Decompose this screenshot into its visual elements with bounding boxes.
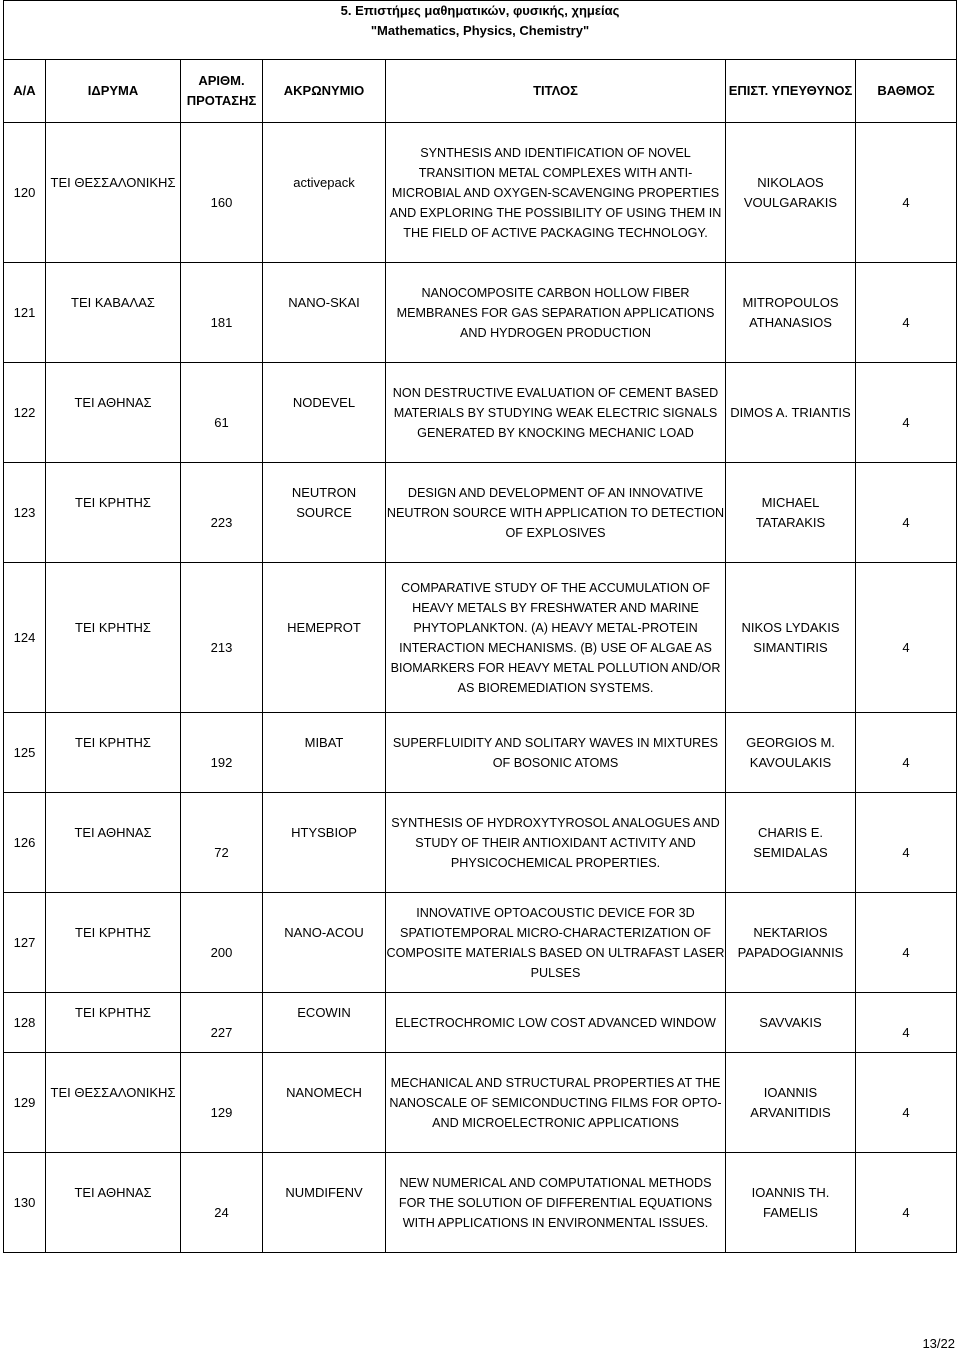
row-lead-cell [726, 993, 856, 1053]
header-acronym: ΑΚΡΩΝΥΜΙΟ [263, 60, 386, 123]
row-acronym: NODEVEL [292, 394, 356, 410]
row-institution: ΤΕΙ ΚΡΗΤΗΣ [75, 734, 151, 750]
row-aa: 127 [13, 934, 36, 950]
row-institution: ΤΕΙ ΑΘΗΝΑΣ [74, 1184, 152, 1200]
row-title-cell [386, 1153, 726, 1253]
row-acronym-cell [263, 463, 386, 563]
row-acronym: NANO-SKAI [288, 294, 360, 310]
row-proposal-no: 160 [210, 194, 233, 210]
row-grade-cell [856, 563, 957, 713]
row-aa: 129 [13, 1094, 36, 1110]
row-lead-cell [726, 563, 856, 713]
row-proposal-no-cell [181, 1053, 263, 1153]
row-proposal-no-cell [181, 563, 263, 713]
row-institution-cell [46, 713, 181, 793]
row-acronym: ECOWIN [297, 1004, 351, 1020]
row-acronym: NEUTRON SOURCE [291, 484, 357, 520]
row-aa-cell [4, 1153, 46, 1253]
table-row [4, 123, 957, 263]
table-row [4, 993, 957, 1053]
row-aa-cell [4, 993, 46, 1053]
row-institution: ΤΕΙ ΚΡΗΤΗΣ [75, 494, 151, 510]
row-grade: 4 [902, 314, 910, 330]
row-lead: GEORGIOS M. KAVOULAKIS [746, 734, 835, 770]
row-institution: ΤΕΙ ΑΘΗΝΑΣ [74, 394, 152, 410]
row-proposal-no-cell [181, 793, 263, 893]
row-grade: 4 [902, 1204, 910, 1220]
section-title-line1: 5. Επιστήμες μαθηματικών, φυσικής, χημείας [340, 3, 620, 18]
row-acronym-cell [263, 263, 386, 363]
header-lead: ΕΠΙΣΤ. ΥΠΕΥΘΥΝΟΣ [726, 60, 856, 123]
section-title-row [4, 1, 957, 60]
row-proposal-no-cell [181, 993, 263, 1053]
row-institution-cell [46, 793, 181, 893]
row-proposal-no-cell [181, 713, 263, 793]
row-proposal-no: 181 [210, 314, 233, 330]
row-aa: 122 [13, 404, 36, 420]
row-acronym-cell [263, 363, 386, 463]
row-title: MECHANICAL AND STRUCTURAL PROPERTIES AT THE NANOSCALE OF SEMICONDUCTING FILMS FOR OPTO-AND MICROELECTRONIC APPLICATIONS [389, 1075, 722, 1130]
row-grade: 4 [902, 194, 910, 210]
table-row [4, 1153, 957, 1253]
row-acronym-cell [263, 713, 386, 793]
row-title: SUPERFLUIDITY AND SOLITARY WAVES IN MIXTURES OF BOSONIC ATOMS [392, 735, 719, 770]
row-aa-cell [4, 1053, 46, 1153]
header-proposal-no-line2: ΠΡΟΤΑΣΗΣ [186, 93, 257, 108]
row-institution-cell [46, 1153, 181, 1253]
row-grade: 4 [902, 414, 910, 430]
row-aa-cell [4, 563, 46, 713]
row-proposal-no: 61 [214, 414, 229, 430]
row-title-cell [386, 793, 726, 893]
page-number: 13/22 [922, 1336, 955, 1351]
header-institution: ΙΔΡΥΜΑ [46, 60, 181, 123]
row-acronym: activepack [293, 174, 355, 190]
row-title: NON DESTRUCTIVE EVALUATION OF CEMENT BASED MATERIALS BY STUDYING WEAK ELECTRIC SIGNALS GENERATED BY KNOCKING MECHANIC LOAD [392, 385, 719, 440]
row-title-cell [386, 123, 726, 263]
row-grade: 4 [902, 754, 910, 770]
row-institution: ΤΕΙ ΑΘΗΝΑΣ [74, 824, 152, 840]
row-institution-cell [46, 1053, 181, 1153]
row-acronym: NUMDIFENV [285, 1184, 363, 1200]
results-sheet [3, 0, 956, 1253]
row-grade-cell [856, 1053, 957, 1153]
row-proposal-no-cell [181, 263, 263, 363]
section-title [4, 1, 957, 60]
row-aa: 123 [13, 504, 36, 520]
table-row [4, 263, 957, 363]
row-lead: NIKOLAOS VOULGARAKIS [743, 174, 838, 210]
row-proposal-no: 192 [210, 754, 233, 770]
table-row [4, 563, 957, 713]
row-title: SYNTHESIS AND IDENTIFICATION OF NOVEL TRANSITION METAL COMPLEXES WITH ANTI-MICROBIAL AND OXYGEN-SCAVENGING PROPERTIES AND EXPLORING THE POSSIBILITY OF USING THEM IN THE FIELD OF ACTIVE PACKAGING TECHNOLOGY. [389, 145, 722, 240]
row-proposal-no-cell [181, 893, 263, 993]
row-aa: 130 [13, 1194, 36, 1210]
row-institution: ΤΕΙ ΚΑΒΑΛΑΣ [71, 294, 155, 310]
row-aa: 120 [13, 184, 36, 200]
row-aa: 124 [13, 629, 36, 645]
row-lead: MICHAEL TATARAKIS [755, 494, 826, 530]
row-aa-cell [4, 263, 46, 363]
row-lead: DIMOS A. TRIANTIS [730, 404, 851, 420]
row-institution-cell [46, 993, 181, 1053]
row-lead: SAVVAKIS [759, 1014, 822, 1030]
row-aa-cell [4, 893, 46, 993]
row-acronym: HEMEPROT [287, 619, 361, 635]
row-title: DESIGN AND DEVELOPMENT OF AN INNOVATIVE NEUTRON SOURCE WITH APPLICATION TO DETECTION OF EXPLOSIVES [386, 485, 725, 540]
row-grade-cell [856, 263, 957, 363]
row-grade-cell [856, 363, 957, 463]
row-lead-cell [726, 713, 856, 793]
row-proposal-no: 129 [210, 1104, 233, 1120]
header-aa: Α/Α [4, 60, 46, 123]
row-aa-cell [4, 463, 46, 563]
row-title-cell [386, 463, 726, 563]
section-title-line2: "Mathematics, Physics, Chemistry" [370, 23, 590, 38]
row-institution: ΤΕΙ ΚΡΗΤΗΣ [75, 619, 151, 635]
table-body [4, 123, 957, 1253]
table-row [4, 893, 957, 993]
row-acronym: MIBAT [304, 734, 344, 750]
row-proposal-no: 24 [214, 1204, 229, 1220]
row-title-cell [386, 563, 726, 713]
row-proposal-no: 227 [210, 1024, 233, 1040]
row-lead-cell [726, 123, 856, 263]
row-lead: CHARIS E. SEMIDALAS [753, 824, 828, 860]
row-acronym: HTYSBIOP [291, 824, 357, 840]
row-institution-cell [46, 363, 181, 463]
row-acronym-cell [263, 1153, 386, 1253]
row-title: INNOVATIVE OPTOACOUSTIC DEVICE FOR 3D SPATIOTEMPORAL MICRO-CHARACTERIZATION OF COMPOSITE MATERIALS BASED ON ULTRAFAST LASER PULSES [386, 905, 725, 980]
row-grade-cell [856, 993, 957, 1053]
row-institution-cell [46, 893, 181, 993]
row-aa: 125 [13, 744, 36, 760]
row-title-cell [386, 893, 726, 993]
row-title: NEW NUMERICAL AND COMPUTATIONAL METHODS FOR THE SOLUTION OF DIFFERENTIAL EQUATIONS WITH APPLICATIONS IN ENVIRONMENTAL ISSUES. [398, 1175, 713, 1230]
header-title: ΤΙΤΛΟΣ [386, 60, 726, 123]
table-row [4, 463, 957, 563]
row-acronym: NANOMECH [286, 1084, 362, 1100]
row-aa-cell [4, 793, 46, 893]
row-title: NANOCOMPOSITE CARBON HOLLOW FIBER MEMBRANES FOR GAS SEPARATION APPLICATIONS AND HYDROGEN PRODUCTION [396, 285, 715, 340]
row-institution: ΤΕΙ ΘΕΣΣΑΛΟΝΙΚΗΣ [50, 174, 176, 190]
proposals-table [3, 0, 957, 1253]
row-lead-cell [726, 363, 856, 463]
row-institution: ΤΕΙ ΚΡΗΤΗΣ [75, 1004, 151, 1020]
row-grade: 4 [902, 844, 910, 860]
table-row [4, 713, 957, 793]
row-aa-cell [4, 123, 46, 263]
row-grade-cell [856, 463, 957, 563]
row-title-cell [386, 993, 726, 1053]
row-acronym-cell [263, 563, 386, 713]
row-lead-cell [726, 1153, 856, 1253]
row-acronym-cell [263, 793, 386, 893]
row-proposal-no-cell [181, 363, 263, 463]
row-lead-cell [726, 893, 856, 993]
row-proposal-no-cell [181, 1153, 263, 1253]
row-grade-cell [856, 713, 957, 793]
row-aa: 121 [13, 304, 36, 320]
row-acronym-cell [263, 893, 386, 993]
row-acronym-cell [263, 1053, 386, 1153]
row-lead-cell [726, 793, 856, 893]
row-institution-cell [46, 563, 181, 713]
row-title-cell [386, 713, 726, 793]
row-acronym-cell [263, 123, 386, 263]
row-title-cell [386, 1053, 726, 1153]
row-proposal-no-cell [181, 463, 263, 563]
row-lead-cell [726, 463, 856, 563]
row-grade: 4 [902, 639, 910, 655]
row-institution-cell [46, 463, 181, 563]
row-institution-cell [46, 123, 181, 263]
row-lead: NIKOS LYDAKIS SIMANTIRIS [741, 619, 840, 655]
table-row [4, 363, 957, 463]
row-title: ELECTROCHROMIC LOW COST ADVANCED WINDOW [395, 1015, 716, 1030]
row-aa: 126 [13, 834, 36, 850]
row-title-cell [386, 263, 726, 363]
header-proposal-no-line1: ΑΡΙΘΜ. [198, 73, 245, 88]
header-proposal-no [181, 60, 263, 123]
row-proposal-no: 200 [210, 944, 233, 960]
table-row [4, 793, 957, 893]
row-acronym: NANO-ACOU [284, 924, 364, 940]
row-title: COMPARATIVE STUDY OF THE ACCUMULATION OF HEAVY METALS BY FRESHWATER AND MARINE PHYTOPLANKTON. (A) HEAVY METAL-PROTEIN INTERACTION MECHANISMS. (B) USE OF ALGAE AS BIOMARKERS FOR HEAVY METAL POLLUTION AND/OR AS BIOREMEDIATION SYSTEMS. [390, 580, 721, 695]
header-row [4, 60, 957, 123]
row-grade: 4 [902, 1024, 910, 1040]
row-grade-cell [856, 893, 957, 993]
row-grade: 4 [902, 1104, 910, 1120]
row-title: SYNTHESIS OF HYDROXYTYROSOL ANALOGUES AND STUDY OF THEIR ANTIOXIDANT ACTIVITY AND PHYSICOCHEMICAL PROPERTIES. [391, 815, 720, 870]
row-lead: IOANNIS TH. FAMELIS [751, 1184, 830, 1220]
row-lead: IOANNIS ARVANITIDIS [750, 1084, 831, 1120]
row-proposal-no: 72 [214, 844, 229, 860]
row-grade: 4 [902, 514, 910, 530]
row-lead: NEKTARIOS PAPADOGIANNIS [737, 924, 844, 960]
row-acronym-cell [263, 993, 386, 1053]
row-institution: ΤΕΙ ΘΕΣΣΑΛΟΝΙΚΗΣ [50, 1084, 176, 1100]
row-proposal-no: 213 [210, 639, 233, 655]
row-lead-cell [726, 263, 856, 363]
row-grade: 4 [902, 944, 910, 960]
row-aa: 128 [13, 1014, 36, 1030]
row-grade-cell [856, 1153, 957, 1253]
row-aa-cell [4, 363, 46, 463]
row-aa-cell [4, 713, 46, 793]
header-grade: ΒΑΘΜΟΣ [856, 60, 957, 123]
row-institution-cell [46, 263, 181, 363]
row-grade-cell [856, 123, 957, 263]
row-lead: MITROPOULOS ATHANASIOS [742, 294, 839, 330]
row-lead-cell [726, 1053, 856, 1153]
row-proposal-no-cell [181, 123, 263, 263]
row-proposal-no: 223 [210, 514, 233, 530]
row-grade-cell [856, 793, 957, 893]
row-institution: ΤΕΙ ΚΡΗΤΗΣ [75, 924, 151, 940]
table-row [4, 1053, 957, 1153]
row-title-cell [386, 363, 726, 463]
